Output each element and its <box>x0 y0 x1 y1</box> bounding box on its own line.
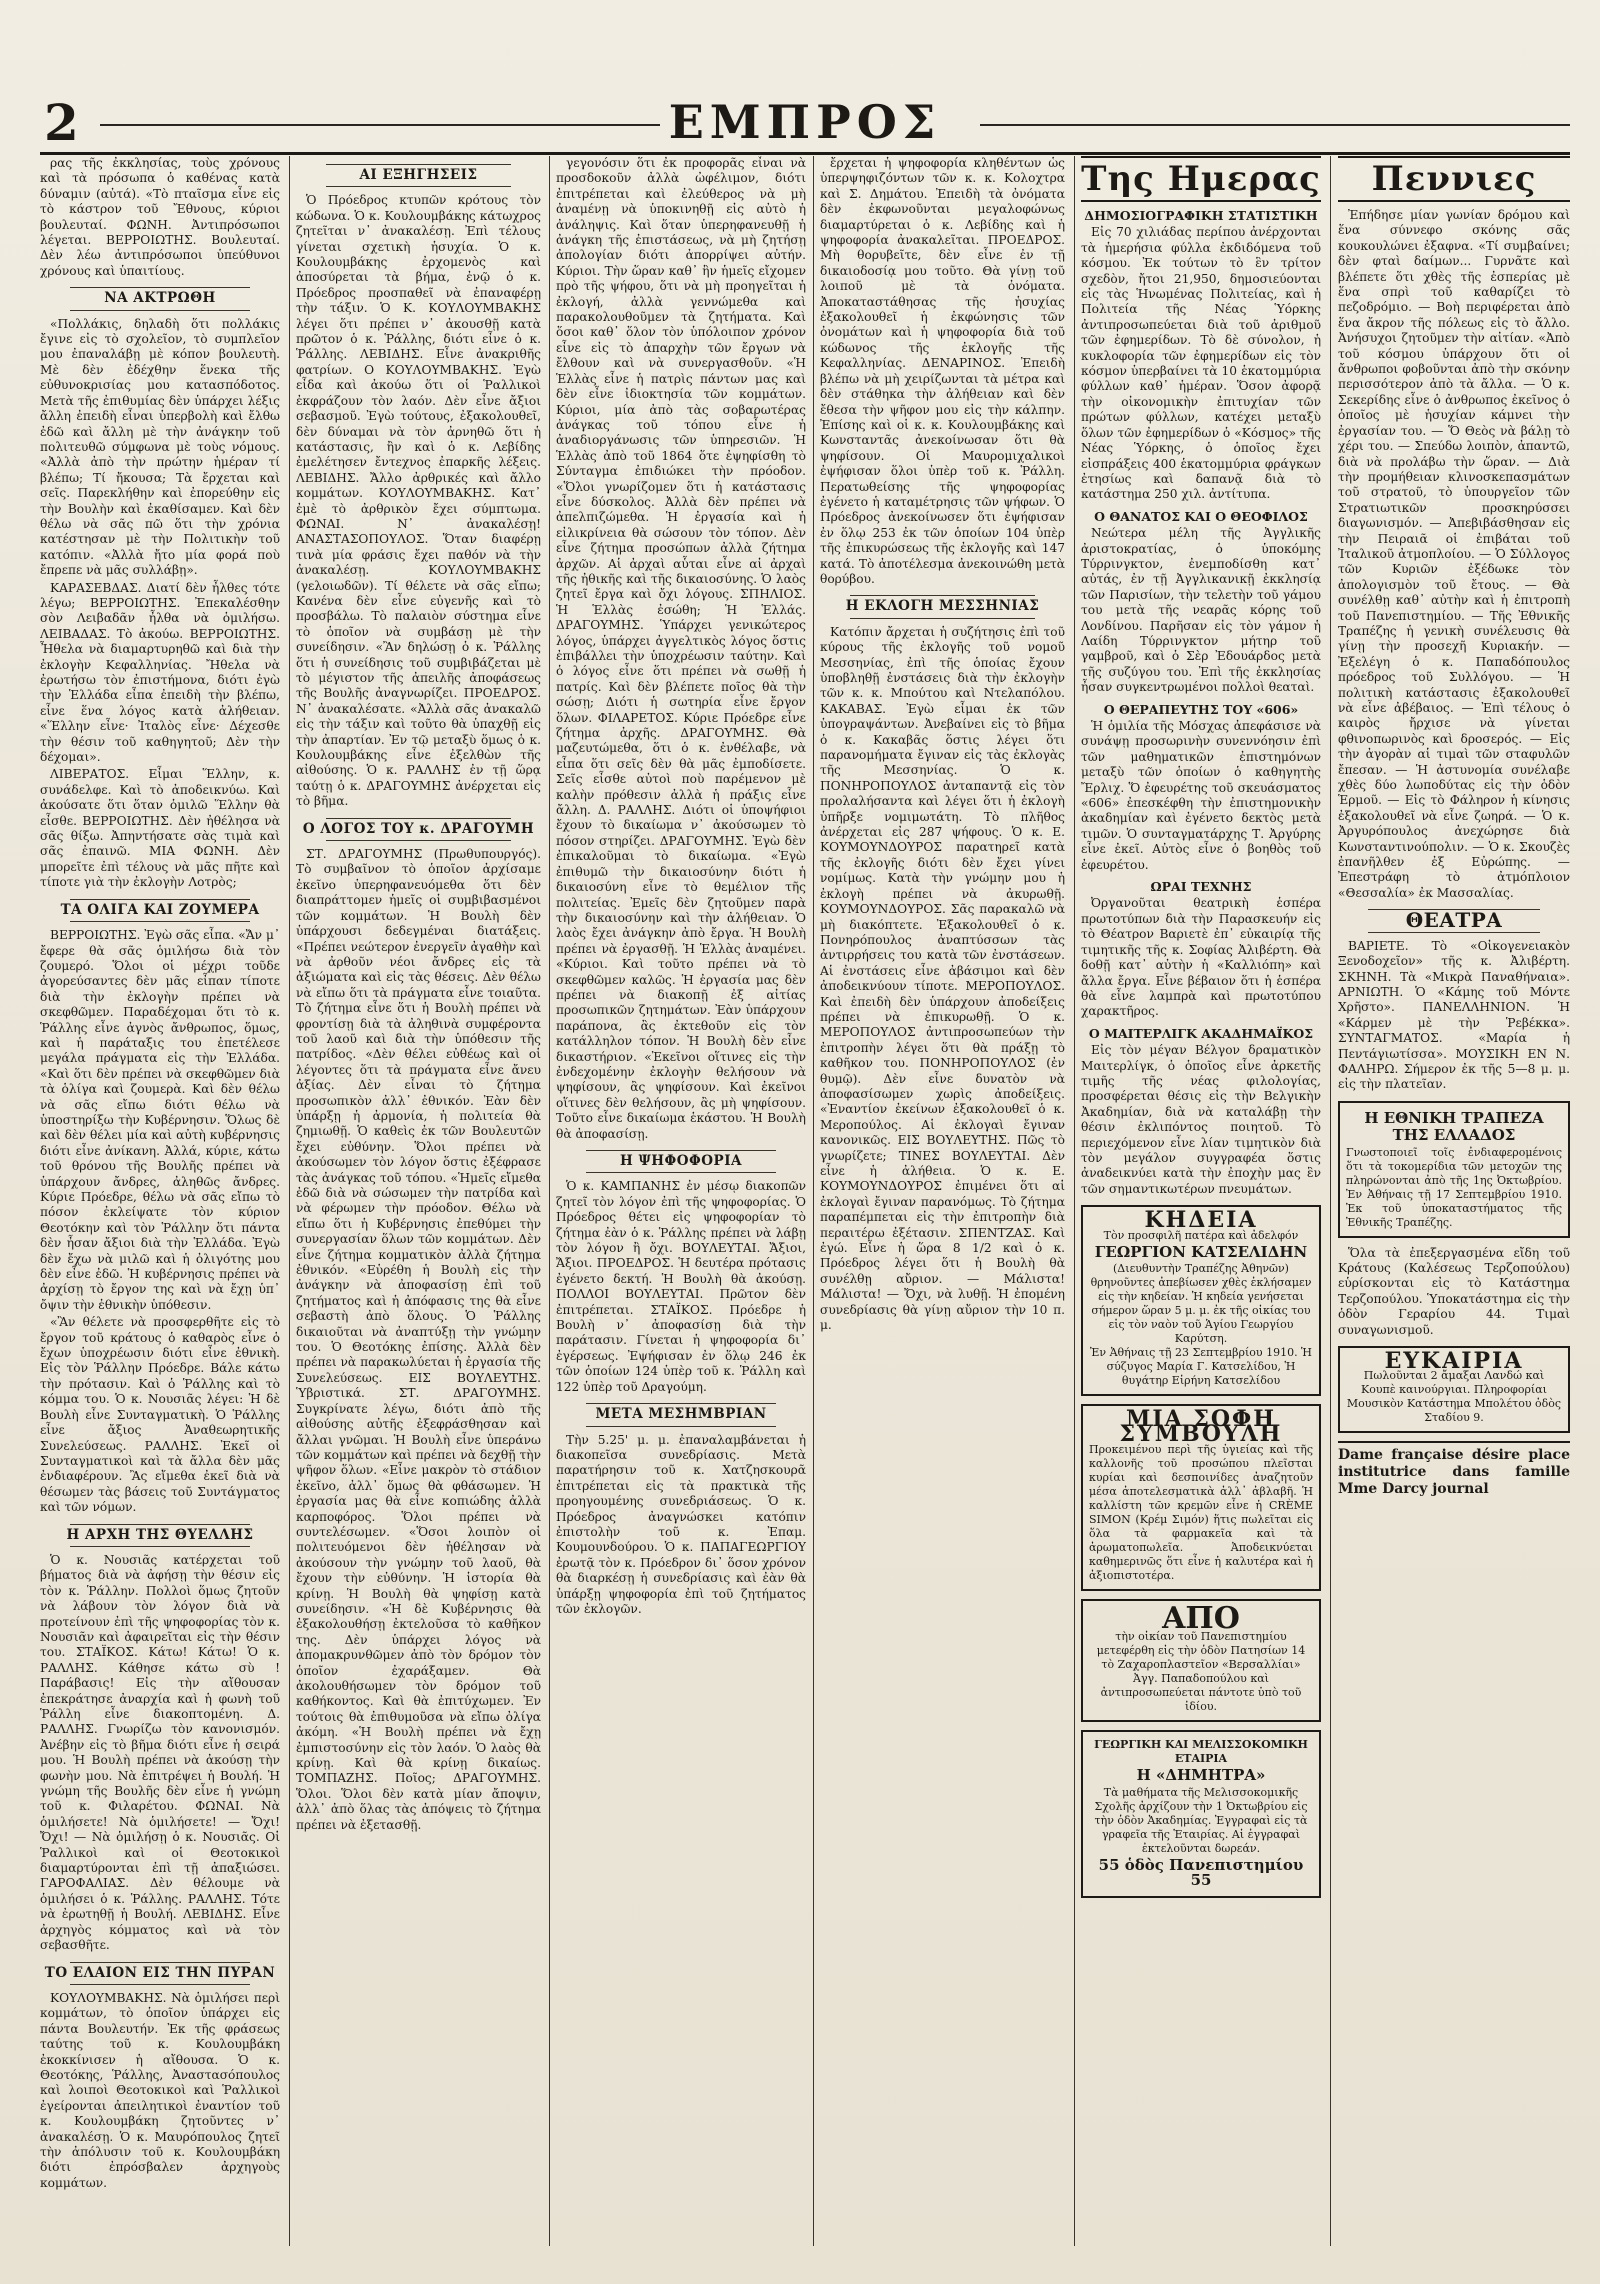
article-text: Ἡ ὁμιλία τῆς Μόσχας ἀπεφάσισε νὰ συνάψῃ προσωρινὴν συνεννόησιν ἐπὶ τῶν μαθηματικῶν ἐπιστημόνων μεταξὺ τῶν ὁποίων ὁ καθηγητὴς Ἔρλιχ. Ὅ ἐφευρέτης τοῦ σκευάσματος «606» ἐπεσκέφθη τὴν ἐπιστημονικὴν ἀκαδημίαν καὶ ἐγένετο δεκτὸς μετὰ τιμῶν. Ὁ συνταγματάρχης Τ. Ἀργύρης εἶνε ἐκεῖ. Αὐτὸς εἶνε ὁ βοηθὸς τοῦ ἐφευρέτου. <box>1081 719 1321 872</box>
article-text: ΛΙΒΕΡΑΤΟΣ. Εἶμαι Ἕλλην, κ. συνάδελφε. Καὶ τὸ ἀποδεικνύω. Καὶ ἀκούσατε ὅτι ὅταν ὁμιλῶ Ἕλλην θὰ εἶσθε. ΒΕΡΡΟΙΩΤΗΣ. Δὲν ἠθέλησα νὰ σᾶς θίξω. Ἀπηντήσατε σὰς τιμὰ καὶ σᾶς ἐπαινῶ. ΜΙΑ ΦΩΝΗ. Δὲν μπορεῖτε ἐπὶ τέλους νὰ μᾶς πῆτε καὶ τίποτε γιὰ τὴν ἐκλογὴν Λοτρὸς; <box>40 767 280 890</box>
column-divider <box>1330 156 1331 2246</box>
column-header-tis-imeras: Της Ημερας <box>1081 156 1321 202</box>
french-classified-ad: Dame française désire place institutrice dans famille Mme Darcy journal <box>1338 1441 1570 1498</box>
section-heading: ΩΡΑΙ ΤΕΧΝΗΣ <box>1150 879 1252 895</box>
article-text: γεγονόσιν ὅτι ἐκ προφορᾶς εἶναι νὰ προσδοκοῦν ἀλλὰ ὠφέλιμον, διότι ἐπιτρέπεται καὶ ἐλεύθερος νὰ μὴ ἀναμένῃ νὰ ὑποκινηθῇ εἰς αὐτὸ ἡ ἀνάληψις. Καὶ ὅταν ὑπερηφανευθῇ ἡ ἀνάγκη τῆς ἐπιστάσεως, νὰ μὴ ζητήσῃ ἀπολογίαν διότι ἀπορρίψει αὐτήν. Κύριοι. Τὴν ὥραν καθ᾽ ἣν ἡμεῖς εἴχομεν πρὸ τῆς ψήφου, ὅτι νὰ μὴ προηγεῖται ἡ ἐκλογή, ἀλλὰ γεννώμεθα καὶ παρακολουθοῦμεν τὰ ζητήματα. Καὶ ὅσοι καθ᾽ ὅλον τὸν ὑπόλοιπον χρόνον εἶνε εἰς τὸ ἀπαρχὴν τῶν ἔργων νὰ ἔλθουν καὶ νὰ συνεργασθοῦν. «Ἡ Ἑλλὰς εἶνε ἡ πατρὶς πάντων μας καὶ δὲν εἶνε ἰδιοκτησία τῶν κομμάτων. Κύριοι, μία ἀπὸ τὰς σοβαρωτέρας ἀνάγκας τοῦ τόπου εἶνε ἡ ἀναδιοργάνωσις τῶν ὑπηρεσιῶν. Ἡ Ἑλλὰς ἀπὸ τοῦ 1864 ὅτε ἐψηφίσθη τὸ Σύνταγμα ἐπιδιώκει τὴν πρόοδον. «Ὅλοι γνωρίζομεν ὅτι ἡ κατάστασις εἶνε δύσκολος. Ἀλλὰ δὲν πρέπει νὰ ἀπελπιζώμεθα. Ἡ ἐργασία καὶ ἡ εἰλικρίνεια θὰ σώσουν τὸν τόπον. Δὲν εἶνε ζήτημα προσώπων ἀλλὰ ζήτημα ἀρχῶν. Αἱ ἀρχαὶ αὗται εἶνε αἱ ἀρχαὶ τῆς ἠθικῆς καὶ τῆς δικαιοσύνης. Ὁ λαὸς ζητεῖ ἔργα καὶ ὄχι λόγους. ΣΠΗΛΙΟΣ. Ἡ Ἑλλὰς ἐσώθη; Ἡ Ἑλλάς. ΔΡΑΓΟΥΜΗΣ. Ὑπάρχει γενικώτερος λόγος, ὑπάρχει ἀγγελτικὸς λόγος ὅστις ἐπιβάλλει τὴν ὑποχρέωσιν ταύτην. Καὶ ὁ λόγος εἶνε ὅτι πρέπει νὰ σωθῇ ἡ πατρίς. Καὶ δὲν βλέπετε ποῖος θὰ τὴν σώσῃ; Διότι ἡ σωτηρία εἶνε ἔργον ὅλων. ΦΙΛΑΡΕΤΟΣ. Κύριε Πρόεδρε εἶνε ζήτημα ἀρχῆς. ΔΡΑΓΟΥΜΗΣ. Θὰ μαζευτώμεθα, ὅτι ὁ κ. ἐνθέλαβε, νὰ εἶπα ὅτι σεῖς δὲν θὰ μᾶς ἐμποδίσετε. Σεῖς εἶσθε αὐτοὶ ποὺ παρέμενον μὲ καλὴν πρόθεσιν ἀλλὰ ἡ πράξις εἶνε ἄλλη. Δ. ΡΑΛΛΗΣ. Διότι οἱ ὑποψήφιοι ἔχουν τὸ δικαίωμα ν᾽ ἀκούσωμεν τὸ πόσον στηρίζει. ΔΡΑΓΟΥΜΗΣ. Ἐγὼ δὲν ἐπικαλοῦμαι τὸ δικαίωμα. «Ἐγὼ ἐπιθυμῶ τὴν δικαιοσύνην διότι ἡ δικαιοσύνη εἶνε τὸ θεμέλιον τῆς πολιτείας. Ἐμεῖς δὲν ζητοῦμεν παρὰ τὴν δικαιοσύνην καὶ τὴν ἀλήθειαν. Ὁ λαὸς ἔχει ἀνάγκην ἀπὸ ἔργα. Ἡ Βουλὴ πρέπει νὰ ἐργασθῇ. Ἡ Ἑλλὰς ἀναμένει. «Κύριοι. Καὶ τοῦτο πρέπει νὰ τὸ σκεφθῶμεν καλῶς. Ἡ ἐργασία μας δὲν πρέπει νὰ διακοπῇ ἐξ αἰτίας προσωπικῶν ζητημάτων. Ἐὰν ὑπάρχουν παράπονα, ἂς ἐκτεθοῦν εἰς τὸν κατάλληλον τόπον. Ἡ Βουλὴ δὲν εἶνε δικαστήριον. «Ἐκεῖνοι οἵτινες εἰς τὴν ἐνδεχομένην ἐκλογὴν θελήσουν νὰ ψηφίσουν, ἂς ψηφίσουν. Καὶ ἐκεῖνοι οἵτινες δὲν θελήσουν, ἂς μὴ ψηφίσουν. Τοῦτο εἶνε δικαίωμα ἑκάστου. Ἡ Βουλὴ θὰ ἀποφασίσῃ. <box>556 156 806 1141</box>
opportunity-ad <box>1338 1346 1570 1433</box>
funeral-notice <box>1081 1205 1321 1396</box>
article-text: ΚΑΡΑΣΕΒΔΑΣ. Διατί δὲν ἦλθες τότε λέγω; ΒΕΡΡΟΙΩΤΗΣ. Ἐπεκαλέσθην σὸν Λειβαδᾶν ἦλθα νὰ ὁμιλήσω. ΛΕΙΒΑΔΑΣ. Τὸ ἀκούω. ΒΕΡΡΟΙΩΤΗΣ. Ἦθελα νὰ διαμαρτυρηθῶ καὶ διὰ τὴν ἐκλογὴν Κεφαλληνίας. Ἤθελα νὰ ἐρωτήσω τὸν ἐπιστήμονα, διότι ἐγὼ τὴν Ἑλλάδα εἶπα ἐπειδὴ τὴν βλέπω, εἶνε ἕνα λόγος κατὰ ἀλήθειαν. «Ἕλλην εἶνε· Ἰταλὸς εἶνε· Δέχεσθε τὴν θέσιν τοῦ καθηγητοῦ; Δὲν τὴν δέχομαι». <box>40 580 280 765</box>
article-text: Νεώτερα μέλη τῆς Ἀγγλικῆς ἀριστοκρατίας, ὁ ὑποκόμης Τύρρινγκτον, ἐνεμποδίσθη κατ᾽ αὐτάς, ἐν τῇ Ἀγγλικανικῇ ἐκκλησίᾳ τῶν Παρισίων, τὴν τελετὴν τοῦ γάμου του μετὰ τῆς νεαρᾶς κόρης τοῦ Λονδίνου. Παρῆσαν εἰς τὸν γάμον ἡ Λαίδη Τύρρινγκτον μήτηρ τοῦ γαμβροῦ, καὶ ὁ Σὲρ Ἐδουάρδος μετὰ τῆς συζύγου του. Ἐπὶ τῆς ἐκκλησίας ἦσαν συγκεντρωμένοι πολλοὶ θεαταὶ. <box>1081 526 1321 695</box>
funeral-notice-signature: Ἐν Ἀθήναις τῇ 23 Σεπτεμβρίου 1910. Ἡ σύζυγος Μαρία Γ. Κατσελίδου, Ἡ θυγάτηρ Εἰρήνη Κατσελίδου <box>1090 1346 1312 1387</box>
newspaper-title: ΕΜΠΡΟΣ <box>668 95 942 149</box>
theatres-heading: ΘΕΑΤΡΑ <box>1338 909 1570 932</box>
advice-ad-text: Προκειμένου περὶ τῆς ὑγιείας καὶ τῆς καλλονῆς τοῦ προσώπου πλεῖσται κυρίαι καὶ δεσποινίδες ἀναζητοῦν μέσα ἀποτελεσματικὰ ἀλλ᾽ ἀβλαβῆ. Ἡ καλλίστη τῶν κρεμῶν εἶνε ἡ CRÈME SIMON (Κρέμ Σιμόν) ἥτις πωλεῖται εἰς ὅλα τὰ φαρμακεῖα καὶ τὰ ἀρωματοπωλεῖα. Ἀποδεικνύεται καθημερινῶς ὅτι εἶνε ἡ καλυτέρα καὶ ἡ ἀξιοπιστοτέρα. <box>1089 1442 1313 1582</box>
section-heading: Η ΕΚΛΟΓΗ ΜΕΣΣΗΝΙΑΣ <box>820 595 1065 618</box>
article-text: ρας τῆς ἐκκλησίας, τοὺς χρόνους καὶ τὰ πρόσωπα ὁ καθένας κατὰ δύναμιν (αὐτά). «Τὸ πταῖσμα εἶνε εἰς τὸ κάστρον τοῦ Ἔθνους, κύριοι βουλευταί. ΦΩΝΗ. Ἀντιπρόσωποι λέγεται. ΒΕΡΡΟΙΩΤΗΣ. Βουλευταί. Δὲν λέω ἀντιπρόσωποι ὑπεύθυνοι χρόνους καὶ ὑπαιτίους. <box>40 156 280 278</box>
relocation-ad-title: ΑΠΟ <box>1162 1600 1240 1636</box>
section-heading: Η ΑΡΧΗ ΤΗΣ ΘΥΕΛΛΗΣ <box>40 1524 280 1547</box>
article-text: Ἐπήδησε μίαν γωνίαν δρόμου καὶ ἕνα σύννεφο σκόνης σᾶς κουκουλώνει ἐξαφνα. «Τί συμβαίνει; δὲν φταὶ δαίμων... Γυρνᾶτε καὶ βλέπετε ὅτι χθὲς τῆς ἐσπερίας μὲ ἕνα σπρὶ τοῦ καθαρίζει τὸ πεζοδρόμιο. — Βοὴ περιφέρεται ἀπὸ ἕνα ἄκρον τῆς πόλεως εἰς τὸ ἄλλο. Ἀνήσυχοι ζητοῦμεν τὴν αἰτίαν. «Ἀπὸ τοῦ κόσμου ὑπάρχουν ὅτι οἱ ἄνθρωποι φοβοῦνται ἀπὸ τὴν σκόνην περισσότερον ἀπὸ τὰ ἄλλα. — Ὁ κ. Σεκερίδης εἶνε ὁ ἀνθρωπος ἐκεῖνος ὁ ὁποῖος μὲ ἡσυχίαν κάμνει τὴν ἐργασίαν του. — Ὅ Θεὸς νὰ βάλῃ τὸ χέρι του. — Σπεύδω λοιπὸν, ἀπαντῶ, διὰ νὰ προλάβω τὴν ὥραν. — Διὰ τὴν προμήθειαν κλινοσκεπασμάτων τοῦ στρατοῦ, τὸ ὑπουργεῖον τῶν Στρατιωτικῶν προσκηρύσσει διαγωνισμόν. — Ἀπεβιβάσθησαν εἰς τὴν Πειραιᾶ οἱ ἐπιβάται τοῦ Ἰταλικοῦ ἀτμοπλοίου. — Ὁ Σύλλογος τῶν Κυριῶν ἐξέδωκε τὸν ἀπολογισμὸν τοῦ ἔτους. — Θὰ συνέλθῃ καθ᾽ αὐτὴν καὶ ἡ ἐπιτροπὴ τοῦ Πανεπιστημίου. — Τῆς Ἐθνικῆς Τραπέζης ἡ γενικὴ συνέλευσις θὰ γίνῃ τὴν προσεχῆ Κυριακήν. — Ἐξελέγη ὁ κ. Παπαδόπουλος πρόεδρος τοῦ Συλλόγου. — Ἡ πολιτικὴ κατάστασις ἐξακολουθεῖ νὰ εἶνε ἀβέβαιος. — Ἐπὶ τέλους ὁ καιρὸς ἤρχισε νὰ γίνεται φθινοπωρινὸς καὶ δροσερός. — Εἰς τὴν ἀγορὰν αἱ τιμαὶ τῶν σταφυλῶν ἔπεσαν. — Ἡ ἀστυνομία συνέλαβε χθὲς δύο λωποδύτας εἰς τὴν ὁδὸν Ἑρμοῦ. — Εἰς τὸ Φάληρον ἡ κίνησις ἐξακολουθεῖ νὰ εἶνε ζωηρά. — Ὁ κ. Ἀργυρόπουλος ἀνεχώρησε διὰ Κωνσταντινούπολιν. — Ὁ κ. Σκουζὲς ἐπανῆλθεν ἐξ Εὐρώπης. — Ἐπεστράφη τὸ ἀτμόπλοιον «Θεσσαλία» ἐκ Μασσαλίας. <box>1338 208 1570 900</box>
opportunity-ad-title: ΕΥΚΑΙΡΙΑ <box>1384 1348 1524 1374</box>
society-ad-text: Τὰ μαθήματα τῆς Μελισσοκομικῆς Σχολῆς ἀρχίζουν τὴν 1 Ὀκτωβρίου εἰς τὴν ὁδὸν Ἀκαδημίας. Ἐγγραφαὶ εἰς τὰ γραφεῖα τῆς Ἑταιρίας. Αἱ ἐγγραφαὶ ἐκτελοῦνται δωρεάν. <box>1094 1785 1308 1855</box>
article-text: Ὁ κ. ΚΑΜΠΑΝΗΣ ἐν μέσῳ διακοπῶν ζητεῖ τὸν λόγον ἐπὶ τῆς ψηφοφορίας. Ὁ Πρόεδρος θέτει εἰς ψηφοφορίαν τὸ ζήτημα ἐὰν ὁ κ. Ῥάλλης πρέπει νὰ λάβῃ τὸν λόγον ἢ ὄχι. ΒΟΥΛΕΥΤΑΙ. Ἄξιοι, Ἄξιοι. ΠΡΟΕΔΡΟΣ. Ἡ δευτέρα πρότασις ἐγένετο δεκτή. Ἡ Βουλὴ θὰ ἀκούσῃ. ΠΟΛΛΟΙ ΒΟΥΛΕΥΤΑΙ. Πρῶτον δὲν ἐπιτρέπεται. ΣΤΑΪΚΟΣ. Πρόεδρε ἡ Βουλὴ ν᾽ ἀποφασίσῃ διὰ τὴν παράτασιν. Γίνεται ἡ ψηφοφορία δι᾽ ἐγέρσεως. Ἐψήφισαν ἐν ὅλῳ 246 ἐκ τῶν ὁποίων 124 ὑπὲρ τοῦ κ. Ῥάλλη καὶ 122 ὑπὲρ τοῦ Δραγούμη. <box>556 1179 806 1394</box>
column-4 <box>820 156 1065 2246</box>
section-heading: Ο ΘΑΝΑΤΟΣ ΚΑΙ Ο ΘΕΟΦΙΛΟΣ <box>1094 508 1308 524</box>
column-divider <box>289 156 290 2246</box>
column-5 <box>1081 156 1321 2246</box>
advice-ad <box>1081 1404 1321 1591</box>
article-text: Τὴν 5.25' μ. μ. ἐπαναλαμβάνεται ἡ διακοπεῖσα συνεδρίασις. Μετὰ παρατήρησιν τοῦ κ. Χατζησκουρᾶ ἐπιτρέπεται εἰς τὰ πρακτικὰ τῆς προηγουμένης συνεδριάσεως. Ὁ κ. Πρόεδρος ἀναγνώσκει κατόπιν ἐπιστολὴν τοῦ κ. Ἐπαμ. Κουμουνδούρου. Ὁ κ. ΠΑΠΑΓΕΩΡΓΙΟΥ ἐρωτᾷ τὸν κ. Πρόεδρον δι᾽ ὅσον χρόνον θὰ διαρκέσῃ ἡ συνεδρίασις καὶ ἐὰν θὰ ὑπάρξῃ ψηφοφορία ἐπὶ τοῦ ζητήματος τῶν ἐκλογῶν. <box>556 1432 806 1616</box>
theatres-listing: ΒΑΡΙΕΤΕ. Τὸ «Οἰκογενειακὸν Ξενοδοχεῖον» τῆς κ. Ἀλιβέρτη. ΣΚΗΝΗ. Τὰ «Μικρὰ Παναθήναια». ΑΡΝΙΩΤΗ. Ὁ «Κάμης τοῦ Μόντε Χρῆστο». ΠΑΝΕΛΛΗΝΙΟΝ. Ἡ «Κάρμεν μὲ τὴν Ῥεβέκκα». ΣΥΝΤΑΓΜΑΤΟΣ. «Μαρία ἡ Πεντάγιωτίσσα». ΜΟΥΣΙΚΗ ΕΝ Ν. ΦΑΛΗΡΩ. Σήμερον ἐκ τῆς 5—8 μ. μ. εἰς τὴν πλατεῖαν. <box>1338 938 1570 1092</box>
advice-ad-title: ΜΙΑ ΣΟΦΗ ΣΥΜΒΟΥΛΗ <box>1119 1406 1283 1448</box>
section-heading: ΤΟ ΕΛΑΙΟΝ ΕΙΣ ΤΗΝ ΠΥΡΑΝ <box>40 1962 280 1985</box>
bank-notice-title: Η ΕΘΝΙΚΗ ΤΡΑΠΕΖΑ <box>1364 1108 1544 1127</box>
column-2 <box>296 156 541 2246</box>
article-text: ἔρχεται ἡ ψηφοφορία κληθέντων ὡς ὑπερψηφιζόντων τῶν κ. κ. Κολοχτρα καὶ Σ. Δημάτου. Ἐπειδὴ τὰ ὀνόματα δὲν ἐκφωνοῦνται μεγαλοφώνως διαμαρτύρεται ὁ κ. Λεβίδης καὶ ἡ ψηφοφορία ἀνακαλεῖται. ΠΡΟΕΔΡΟΣ. Μὴ θορυβεῖτε, δὲν εἶνε ἐν τῇ δικαιοδοσίᾳ μου τοῦτο. Θὰ γίνῃ τοῦ λοιποῦ μὲ τὰ ὀνόματα. Ἀποκαταστάθησας τῆς ἡσυχίας ἐξακολουθεῖ ἡ ἐκφώνησις τῶν ὀνομάτων καὶ ἡ ψηφοφορία διὰ τοῦ κώδωνος τῆς ἐκλογῆς τῆς Κεφαλληνίας. ΔΕΝΑΡΙΝΟΣ. Ἐπειδὴ βλέπω νὰ μὴ χειρίζωνται τὰ μέτρα καὶ δὲν στάθηκα τὴν ἀλήθειαν καὶ δὲν ἔθεσα τὴν ψῆφον μου εἰς τὴν κάλπην. Ἐπίσης καὶ οἱ κ. κ. Κουλουμβάκης καὶ Κωνσταντᾶς ἀνεκοίνωσαν ὅτι θὰ ψηφίσουν. Οἱ Μαυρομιχαλικοὶ ἐψήφισαν ὅλοι ὑπὲρ τοῦ κ. Ῥάλλη. Περατωθείσης τῆς ψηφοφορίας ἐγένετο ἡ καταμέτρησις τῶν ψήφων. Ὁ Πρόεδρος ἀνεκοίνωσεν ὅτι ἐψήφισαν ἐν ὅλῳ 253 ἐκ τῶν ὁποίων 104 ὑπὲρ τῆς ἐπικυρώσεως τῆς ἐκλογῆς καὶ 147 κατά. Τὸ ἀποτέλεσμα ἀνεκοινώθη μετὰ θορύβου. <box>820 156 1065 586</box>
article-text: Εἰς τὸν μέγαν Βέλγον δραματικὸν Μαιτερλίγκ, ὁ ὁποῖος εἶνε ἀρκετῆς τιμῆς τῆς νέας φιλολογίας, προσφέρεται θέσις εἰς τὴν Βελγικὴν Ἀκαδημίαν, διὰ νὰ καταλάβῃ τὴν θέσιν ἐκλιπόντος ποιητοῦ. Τὸ περιεχόμενον εἶνε λίαν τιμητικὸν διὰ τὸν μεγάλον συγγραφέα ὅστις ἀναδεικνύει κατὰ τὴν ἐποχὴν μας ἓν τῶν σημαντικωτέρων πνευμάτων. <box>1081 1043 1321 1196</box>
column-divider <box>813 156 814 2246</box>
article-text: ΒΕΡΡΟΙΩΤΗΣ. Ἐγὼ σᾶς εἶπα. «Ἄν μ᾽ ἔφερε θὰ σᾶς ὁμιλήσω διὰ τὸν ζουμερό. Ὅλοι οἱ μέχρι τοῦδε ἀγορεύσαντες δὲν μᾶς εἶπαν τίποτε διὰ τὴν ἐκλογὴν πρέπει νὰ σκεφθῶμεν. Παραδέχομαι ὅτι τὸ κ. Ῥάλλης εἶνε ἀγνὸς ἄνθρωπος, ὅμως, καὶ ἡ παράταξις του ἐπετέλεσε μεγάλα πράγματα εἰς τὴν Ἑλλάδα. «Καὶ ὅτι δὲν πρέπει νὰ σκεφθῶμεν διὰ τὰ ὁλίγα καὶ ζουμερὰ. Καὶ δὲν θέλω νὰ σᾶς εἴπω διότι θέλω νὰ ὑποστηρίξω τὴν Κυβέρνησιν. Ὅλως δὲ καὶ δὲν θέλει μία καὶ αὐτὴ κυβέρνησις διότι εἶνε ἀνίκανη. Ἀλλά, κύριε, κάτω τοῦ θρόνου τῆς Βουλῆς πρέπει νὰ ὑπάρχουν ἄνδρες, ἀληθῶς ἄνδρες. Κύριε Πρόεδρε, θέλω νὰ σᾶς εἴπω τὸ πόσον ἐκλείψατε τὸν κύριον Θεοτόκην καὶ τὸν Ῥάλλην ὅτι πάντα δὲν ἦσαν ἄξιοι διὰ τὴν Ἑλλάδα. Ἐγὼ δὲν ἔχω νὰ μιλῶ καὶ ἡ ὀλιγότης μου δὲν εἶνε ἐδῶ. Ἡ κυβέρνησις πρέπει νὰ ἀρχίσῃ τὸ ἔργον της καὶ νὰ ἔχῃ ὑπ᾽ ὄψιν τὴν ἐθνικὴν ὑπόθεσιν. <box>40 928 280 1312</box>
column-6 <box>1338 156 1570 2246</box>
article-text: ΚΟΥΛΟΥΜΒΑΚΗΣ. Νὰ ὁμιλήσει περὶ κομμάτων, τὸ ὁποῖον ὑπάρχει εἰς πάντα Βουλευτήν. Ἐκ τῆς φράσεως ταύτης τοῦ κ. Κουλουμβάκη ἐκοκκίνισεν ἡ αἴθουσα. Ὁ κ. Θεοτόκης, Ῥάλλης, Ἀναστασόπουλος καὶ λοιποὶ Θεοτοκικοὶ καὶ Ῥαλλικοὶ ἐγείρονται ἀπειλητικοὶ ἐναντίον τοῦ κ. Κουλουμβάκη ζητοῦντες ν᾽ ἀνακαλέσῃ. Ὁ κ. Μαυρόπουλος ζητεῖ τὴν ἀπόλυσιν τοῦ κ. Κουλουμβάκη διότι ἐπρόσβαλεν ἀρχηγοὺς κομμάτων. <box>40 1990 280 2190</box>
funeral-notice-name: ΓΕΩΡΓΙΟΝ ΚΑΤΣΕΛΙΔΗΝ <box>1094 1242 1308 1261</box>
article-text: «Πολλάκις, δηλαδὴ ὅτι πολλάκις ἔγινε εἰς τὸ σχολεῖον, τὸ συμπλεῖον μου ἐπαναλάβῃ μὲ κόπον βουλευτὴ. Μὲ δὲν ἐδέχθην ἕνεκα τῆς εὐθυνοκρισίας μου κατασπόδοτος. Μετὰ τῆς ἐπιθυμίας δὲν ὑπάρχει λέξις ἄλλη ἐπειδὴ εἶναι ὑπερβολὴ καὶ ἔλθω ἐδῶ καὶ ἄλλη μὲ τὴν ἀνάγκην τοῦ πολιτευθῶ σύμφωνα μὲ τοὺς νόμους. «Ἀλλὰ ἀπὸ τὴν πρώτην ἡμέραν τί βλέπω; Τί ἤκουσα; Τὰ ἔρχεται καὶ σεῖς. Παρεκλήθην καὶ ἐπορεύθην εἰς τὴν Βουλὴν καὶ ἐκαθίσαμεν. Καὶ δὲν θέλω νὰ σᾶς πῶ ὅτι τὴν χρόνια κατέστησαν μὲ τὴν Πολιτικὴν τοῦ κατόπιν. «Ἀλλὰ ἤτο μία φορά ποὺ ἔπρεπε νὰ μᾶς συλλάβῃ». <box>40 316 280 578</box>
relocation-ad-text: τὴν οἰκίαν τοῦ Πανεπιστημίου μετεφέρθη εἰς τὴν ὁδὸν Πατησίων 14 τὸ Ζαχαροπλαστεῖον «Βερσαλλίαι» Ἀγγ. Παπαδοπούλου καὶ ἀντιπροσωπεύεται πάντοτε ὑπὸ τοῦ ἰδίου. <box>1096 1630 1306 1714</box>
column-divider <box>1074 156 1075 2246</box>
article-text: Κατόπιν ἄρχεται ἡ συζήτησις ἐπὶ τοῦ κύρους τῆς ἐκλογῆς τοῦ νομοῦ Μεσσηνίας, ἐπὶ τῆς ὁποίας ἔχουν ὑποβληθῇ ἐνστάσεις διὰ τὴν ἐκλογὴν τῶν κ. κ. Μπούτου καὶ Ντελαπόλου. ΚΑΚΑΒΑΣ. Ἐγὼ εἶμαι ἐκ τῶν ὑπογραψάντων. Ἀνεβαίνει εἰς τὸ βῆμα ὁ κ. Κακαβᾶς ὅστις λέγει ὅτι παρανομήματα ἔγιναν εἰς τὰς ἐκλογὰς τῆς Μεσσηνίας. Ὁ κ. ΠΟΝΗΡΟΠΟΥΛΟΣ ἀνταπαντᾷ εἰς τὸν προλαλήσαντα καὶ λέγει ὅτι ἡ ἐκλογὴ ὑπῆρξε νομιμωτάτη. Τὸ πλῆθος ἀνέρχεται εἰς 287 ψήφους. Ὁ κ. Ε. ΚΟΥΜΟΥΝΔΟΥΡΟΣ παρατηρεῖ κατὰ τῆς ἐκλογῆς διότι δὲν ἔχει γίνει νομίμως. Κατὰ τὴν γνώμην μου ἡ ἐκλογὴ πρέπει νὰ ἀκυρωθῇ. ΚΟΥΜΟΥΝΔΟΥΡΟΣ. Σᾶς παρακαλῶ νὰ μὴ διακόπτετε. Ἐξακολουθεῖ ὁ κ. Πονηρόπουλος ἀναπτύσσων τὰς ἀντιρρήσεις του κατὰ τῶν ἐνστάσεων. Αἱ ἐνστάσεις εἶνε ἀβάσιμοι καὶ δὲν ἀποδεικνύουν τίποτε. ΜΕΡΟΠΟΥΛΟΣ. Καὶ ἐπειδὴ δὲν ὑπάρχουν ἀποδείξεις πρέπει νὰ ἐπικυρωθῇ. Ὁ κ. ΜΕΡΟΠΟΥΛΟΣ ἀντιπροσωπεύων τὴν ἐπιτροπὴν λέγει ὅτι θὰ πράξῃ τὸ καθῆκον του. ΠΟΝΗΡΟΠΟΥΛΟΣ (ἐν θυμῷ). Δὲν εἶνε δυνατὸν νὰ ἀποφασίσωμεν χωρὶς ἀποδείξεις. «Ἐναντίον ἐκείνων ἐξακολουθεῖ ὁ κ. Μεροπούλος. Αἱ ἐκλογαὶ ἔγιναν κανονικῶς. ΕΙΣ ΒΟΥΛΕΥΤΗΣ. Πῶς τὸ γνωρίζετε; ΤΙΝΕΣ ΒΟΥΛΕΥΤΑΙ. Δὲν εἶνε ἡ ἀλήθεια. Ὁ κ. Ε. ΚΟΥΜΟΥΝΔΟΥΡΟΣ ἐπιμένει ὅτι αἱ ἐκλογαὶ ἔγιναν παρανόμως. Τὸ ζήτημα παραπέμπεται εἰς τὴν ἐπιτροπὴν διὰ περαιτέρω ἐξέτασιν. ΣΠΕΝΤΖΑΣ. Καὶ ἐγώ. Εἶνε ἡ ὥρα 8 1/2 καὶ ὁ κ. Πρόεδρος λέγει ὅτι ἡ Βουλὴ θὰ συνέλθῃ αὔριον. — Μάλιστα! Μάλιστα! — Ὄχι, νὰ λυθῇ. Ἡ ἐπομένη συνεδρίασις θὰ γίνῃ αὔριον τὴν 10 π. μ. <box>820 624 1065 1333</box>
section-heading: ΝΑ ΑΚΤΡΩΘΗ <box>40 287 280 310</box>
store-ad-text: Ὅλα τὰ ἐπεξεργασμένα εἴδη τοῦ Κράτους (Καλέσεως Τερζοπούλου) εὑρίσκονται εἰς τὸ Κατάστημα Τερζοπούλου. Ὑποκατάστημα εἰς τὴν ὁδὸν Γεραρίου 44. Τιμαὶ συναγωνισμοῦ. <box>1338 1245 1570 1337</box>
funeral-notice-title: ΚΗΔΕΙΑ <box>1144 1207 1258 1234</box>
opportunity-ad-text: Πωλοῦνται 2 ἄμαξαι Λανδώ καὶ Κουπὲ καινούργιαι. Πληροφορίαι Μουσικὸν Κατάστημα Μπολέτου ὁδὸς Σταδίου 9. <box>1346 1369 1562 1425</box>
section-heading: Ο ΘΕΡΑΠΕΥΤΗΣ ΤΟΥ «606» <box>1103 701 1299 717</box>
funeral-notice-text: (Διευθυντὴν Τραπέζης Ἀθηνῶν) θρηνοῦντες ἀπεβίωσεν χθὲς ἐκλήσαμεν εἰς τὴν κηδείαν. Ἡ κηδεία γενήσεται σήμερον ὥραν 5 μ. μ. ἐκ τῆς οἰκίας του εἰς τὸν ναὸν τοῦ Ἁγίου Γεωργίου Καρύτση. <box>1090 1262 1312 1345</box>
article-text: Εἰς 70 χιλιάδας περίπου ἀνέρχονται τὰ ἡμερήσια φύλλα ἐκδιδόμενα τοῦ κόσμου. Ἐκ τούτων τὸ ἓν τρίτον σχεδὸν, ἤτοι 21,950, δημοσιεύονται εἰς τὰς Ἡνωμένας Πολιτείας, καὶ ἡ Πολιτεία τῆς Νέας Ὑόρκης ἀντιπροσωπεύεται διὰ τοῦ ἀριθμοῦ τῶν ἐφημερίδων. Τὸ δὲ σύνολον, ἡ κυκλοφορία τῶν ἐφημερίδων εἰς τὸν κόσμον ὑπερβαίνει τὰ 10 ἑκατομμύρια φύλλων καθ᾽ ἡμέραν. Ὅσον ἀφορᾷ τὴν οἰκονομικὴν ἐπιτυχίαν τῶν πρώτων φύλλων, κατέχει μεταξὺ ὅλων τῶν ἐφημερίδων ὁ «Κόσμος» τῆς Νέας Ὑόρκης, ὁ ὁποῖος ἔχει εἰσπράξεις 400 ἑκατομμύρια φράγκων ἐτησίως καὶ δαπανᾷ διὰ τὸ κατάστημα 250 χιλ. ἀντίτυπα. <box>1081 225 1321 502</box>
column-1 <box>40 156 280 2246</box>
article-text: «Ἂν θέλετε νὰ προσφερθῆτε εἰς τὸ ἔργον τοῦ κράτους ὁ καθαρὸς εἶνε ὁ ἔχων ὑποχρέωσιν διότι εἶνε ἐθνικὴ. Εἰς τὸν Ῥάλλην Πρόεδρε. Βάλε κάτω τὴν πρότασιν. Καὶ ὁ Ῥάλλης καὶ τὸ κόμμα του. Ὁ κ. Νουσιᾶς λέγει: Ἡ δὲ Βουλὴ εἶνε Συνταγματικὴ. Ὁ Ῥάλλης εἶνε ἄξιος Ἀναθεωρητικῆς Συνελεύσεως. ΡΑΛΛΗΣ. Ἐκεῖ οἱ Συνταγματικοὶ καὶ τὰ ἄλλα δὲν μᾶς ἐνδιαφέρουν. Ἂς εἴμεθα ἐκεῖ διὰ νὰ θέσωμεν τὰς βάσεις τοῦ Συντάγματος καὶ τῶν νόμων. <box>40 1315 280 1515</box>
article-text: Ὀργανοῦται θεατρικὴ ἑσπέρα πρωτοτύπων διὰ τὴν Παρασκευήν εἰς τὸ Θέατρον Βαριετὲ ἐπ᾽ εὐκαιρίᾳ τῆς τιμητικῆς τῆς κ. Σοφίας Ἀλιβέρτη. Θὰ δοθῇ κατ᾽ αὐτὴν ἡ «Καλλιόπη» καὶ ἄλλα ἔργα. Εἶνε βέβαιον ὅτι ἡ ἑσπέρα θὰ εἶνε λαμπρὰ καὶ πρωτοτύπου χαρακτῆρος. <box>1081 896 1321 1019</box>
section-heading: Ο ΜΑΙΤΕΡΛΙΓΚ ΑΚΑΔΗΜΑΪΚΟΣ <box>1088 1025 1314 1041</box>
society-ad-name: Η «ΔΗΜΗΤΡΑ» <box>1136 1766 1266 1785</box>
section-heading: ΑΙ ΕΞΗΓΗΣΕΙΣ <box>296 164 541 187</box>
section-heading: Η ΨΗΦΟΦΟΡΙΑ <box>556 1150 806 1173</box>
article-text: Ὁ κ. Νουσιᾶς κατέρχεται τοῦ βήματος διὰ νὰ ἀφήσῃ τὴν θέσιν εἰς τὸν κ. Ῥάλλην. Πολλοὶ ὅμως ζητοῦν νὰ λάβουν τὸν λόγον διὰ νὰ προτείνουν ἐπὶ τῆς ψηφοφορίας τὸν κ. Νουσιᾶν καὶ ἀφαιρεῖται εἰς τὴν θέσιν του. ΣΤΑΪΚΟΣ. Κάτω! Κάτω! Ὁ κ. ΡΑΛΛΗΣ. Κάθησε κάτω σὺ ! Παράβασις! Εἰς τὴν αἴθουσαν ἐπεκράτησε ἀναρχία καὶ ἡ φωνὴ τοῦ Ῥάλλη εἶνε διακοπτομένη. Δ. ΡΑΛΛΗΣ. Γνωρίζω τὸν κανονισμόν. Ἀνέβην εἰς τὸ βῆμα διότι εἶνε ἡ σειρά μου. Ἡ Βουλὴ πρέπει νὰ ἀκούσῃ τὴν φωνὴν μου. Νὰ ἐπιτρέψει ἡ Βουλή. Ἡ γνώμη τῆς Βουλῆς δὲν εἶνε ἡ γνώμη τοῦ κ. Φιλαρέτου. ΦΩΝΑΙ. Νὰ ὁμιλήσετε! Νὰ ὁμιλήσετε! — Ὄχι! Ὄχι! — Νὰ ὁμιλήσῃ ὁ κ. Νουσιᾶς. Οἱ Ῥαλλικοὶ καὶ οἱ Θεοτοκικοὶ διαμαρτύρονται ἐπὶ τῇ ἀπαξιώσει. ΓΑΡΟΦΑΛΙΑΣ. Δὲν θέλουμε νὰ ὁμιλήσει ὁ κ. Ῥάλλης. ΡΑΛΛΗΣ. Τότε νὰ ἐρωτηθῇ ἡ Βουλή. ΛΕΒΙΔΗΣ. Εἶνε ἀρχηγὸς κόμματος καὶ νὰ τὸν σεβασθῆτε. <box>40 1552 280 1953</box>
section-heading: ΔΗΜΟΣΙΟΓΡΑΦΙΚΗ ΣΤΑΤΙΣΤΙΚΗ <box>1084 208 1318 223</box>
bank-notice-text: Γνωστοποιεῖ τοῖς ἐνδιαφερομένοις ὅτι τὰ τοκομερίδια τῶν μετοχῶν της πληρώνονται ἀπὸ τῆς 1ης Ὀκτωβρίου. Ἐν Ἀθήναις τῇ 17 Σεπτεμβρίου 1910. Ἐκ τοῦ ὑποκαταστήματος τῆς Ἐθνικῆς Τραπέζης. <box>1346 1145 1562 1229</box>
society-ad-title: ΓΕΩΡΓΙΚΗ ΚΑΙ ΜΕΛΙΣΣΟΚΟΜΙΚΗ ΕΤΑΙΡΙΑ <box>1094 1738 1308 1766</box>
column-header-pennies: Πεννιες <box>1338 156 1570 202</box>
article-text: Ὁ Πρόεδρος κτυπῶν κρότους τὸν κώδωνα. Ὁ κ. Κουλουμβάκης κάτωχρος ζητεῖται ν᾽ ἀνακαλέσῃ. Ἐπὶ τέλους γίνεται σχετικὴ ἡσυχία. Ὁ κ. Κουλουμβάκης ἐρχομενὸς καὶ ἀποσύρεται τὰ βήμα, ἐνῷ ὁ κ. Πρόεδρος προσπαθεῖ νὰ ἐπαναφέρῃ τὴν τάξιν. Ὁ Κ. ΚΟΥΛΟΥΜΒΑΚΗΣ λέγει ὅτι πρέπει ν᾽ ἀκουσθῇ κατὰ πρῶτον ὁ κ. Ῥάλλης, διότι εἶνε ὁ κ. Ῥάλλης. ΛΕΒΙΔΗΣ. Εἶνε ἀνακριθῆς φατρίων. Ο ΚΟΥΛΟΥΜΒΑΚΗΣ. Ἐγὼ εἶδα καὶ ἀκούω ὅτι οἱ Ῥαλλικοὶ ἐκφράζουν τὸν λαόν. Δὲν εἶνε ἄξιοι σεβασμοῦ. Ἐγὼ τούτους, ἐξακολουθεῖ, δὲν δύναμαι νὰ τὸν ἀρνηθῶ ὅτι ἡ κατάστασις, ἢν καὶ ὁ κ. Λεβίδης ἐμελέτησεν ἔντεχνος ἐπαρκῆς λέξεις. ΛΕΒΙΔΗΣ. Ἄλλο ἀρθρικές καὶ ἄλλο κομμάτων. ΚΟΥΛΟΥΜΒΑΚΗΣ. Κατ᾽ ἐμὲ τὸ ἀρθρικὸν ἔχει σύμπτωμα. ΦΩΝΑΙ. Ν᾽ ἀνακαλέσῃ! ΑΝΑΣΤΑΣΟΠΟΥΛΟΣ. Ὅταν διαφέρῃ τινὰ μία φράσις ἔχει παθόν νὰ τὴν ἀνακαλέσῃ. ΚΟΥΛΟΥΜΒΑΚΗΣ (γελοιωδῶν). Τί θέλετε νὰ σᾶς εἴπω; Κανένα δὲν εἶνε εὐγενῆς καὶ τὸ προσβάλω. Τὸ παλαιὸν σύστημα εἶνε τὸ ὁποῖον νὰ συμβάσῃ μὲ τὴν συνείδησιν. «Ἂν δηλώσῃ ὁ κ. Ῥάλλης ὅτι ἡ συνείδησις τοῦ συμβιβάζεται μὲ τὸ μέγιστον τῆς ἀπειλῆς ἀποφάσεως τῆς Βουλῆς ἀναγνωρίζει. ΠΡΟΕΔΡΟΣ. Ν᾽ ἀνακαλέσατε. «Ἀλλὰ σᾶς ἀνακαλῶ εἰς τὴν τάξιν καὶ τοῦτο θὰ ὑπαχθῇ εἰς τὴν ἀπαρτίαν. Ἐν τῷ μεταξὺ ὅμως ὁ κ. Κουλουμβάκης εἶνε ἐξελθὼν τῆς αἰθούσης. Ὁ κ. ΡΑΛΛΗΣ ἐν τῇ ὥρᾳ ταύτῃ ὁ κ. ΔΡΑΓΟΥΜΗΣ ἀνέρχεται εἰς τὸ βῆμα. <box>296 193 541 809</box>
relocation-ad <box>1081 1599 1321 1722</box>
page-number: 2 <box>44 93 79 152</box>
article-text: ΣΤ. ΔΡΑΓΟΥΜΗΣ (Πρωθυπουργός). Τὸ συμβαῖνον τὸ ὁποῖον ἀρχίσαμε ἐκεῖνο ὑπερηφανευόμεθα ὅτι δὲν διαπράττομεν ἡμεῖς οἱ συμβιβασμένοι τῶν κομμάτων. Ἡ Βουλὴ δὲν ὑπάρχουσι δεδεγμέναι διατάξεις. «Πρέπει νεώτερον ἐνεργεῖν ἀγαθὴν καὶ νὰ ἀρθοῦν νέοι ἄνδρες εἰς τὰ ἀξιώματα καὶ εἰς τὰς θέσεις. Δὲν θέλω νὰ εἴπω ὅτι τὰ πράγματα εἶνε τοιαῦτα. Τὸ ζήτημα εἶνε ὅτι ἡ Βουλὴ πρέπει νὰ φροντίσῃ διὰ τὰ ἀληθινὰ συμφέροντα τοῦ λαοῦ καὶ διὰ τὴν ὑπόθεσιν τῆς πατρίδος. «Δὲν θέλει εὐθέως καὶ οἱ λέγοντες ὅτι τὰ πράγματα εἶνε ἄνευ ἀξίας. Δὲν εἶναι τὸ ζήτημα προσωπικὸν ἀλλ᾽ ἐθνικόν. Ἐὰν δὲν ὑπάρξῃ ἡ ἀρμονία, ἡ πολιτεία θὰ ζημιωθῇ. Ὁ καθεὶς ἐκ τῶν Βουλευτῶν ἔχει εὐθύνην. Ὅλοι πρέπει νὰ ἀκούσωμεν τὸν λόγον ὅστις ἐξέφρασε τὰς ἀνάγκας τοῦ τόπου. «Ἡμεῖς εἴμεθα ἐδῶ διὰ νὰ σώσωμεν τὴν πατρίδα καὶ νὰ φέρωμεν τὴν πρόοδον. Θέλω νὰ εἴπω ὅτι ἡ Κυβέρνησις ἐπεθύμει τὴν συνεργασίαν ὅλων τῶν κομμάτων. Δὲν εἶνε ζήτημα κομματικὸν ἀλλὰ ζήτημα ἐθνικόν. «Εὑρέθη ἡ Βουλὴ εἰς τὴν ἀνάγκην νὰ ἀποφασίσῃ ἐπὶ τοῦ ζητήματος καὶ ἡ ἀπόφασις της θὰ εἶνε σεβαστὴ ἀπὸ ὅλους. Ὁ Ῥάλλης δικαιοῦται νὰ ἀναπτύξῃ τὴν γνώμην του. Ὁ Θεοτόκης ἐπίσης. Ἀλλὰ δὲν πρέπει νὰ παρακωλύεται ἡ ἐργασία τῆς Συνελεύσεως. ΕΙΣ ΒΟΥΛΕΥΤΗΣ. Ὑβριστικά. ΣΤ. ΔΡΑΓΟΥΜΗΣ. Συγκρίνατε λέγω, διότι ἀπὸ τῆς αἰθούσης αὐτῆς ἐξεφράσθησαν καὶ ἄλλαι γνῶμαι. Ἡ Βουλὴ εἶνε ὑπεράνω τῶν κομμάτων καὶ πρέπει νὰ δεχθῇ τὴν ψῆφον ὅλων. «Εἶνε μακρὸν τὸ στάδιον ἐκεῖνο, ἀλλ᾽ ὅμως θὰ φθάσωμεν. Ἡ ἐργασία μας θὰ εἶνε κοπιώδης ἀλλὰ καρποφόρος. Ὅλοι πρέπει νὰ συντελέσωμεν. «Ὅσοι λοιπὸν οἱ πολιτευόμενοι δὲν ἠθέλησαν νὰ ἀκούσουν τὴν γνώμην τοῦ λαοῦ, θὰ ἔχουν τὴν εὐθύνην. Ἡ ἱστορία θὰ κρίνῃ. Ἡ Βουλὴ θὰ ψηφίσῃ κατὰ συνείδησιν. «Ἡ δὲ Κυβέρνησις θὰ ἐξακολουθήσῃ ἐκτελοῦσα τὸ καθῆκον της. Δὲν ὑπάρχει λόγος νὰ ἀπομακρυνθῶμεν ἀπὸ τὸν δρόμον τὸν ὁποῖον ἐχαράξαμεν. Θὰ ἀκολουθήσωμεν τὸν δρόμον τοῦ καθήκοντος. Καὶ θὰ ἐπιτύχωμεν. Ἐν τούτοις θὰ ἐπιθυμοῦσα νὰ εἴπω ὀλίγα ἀκόμη. «Ἡ Βουλὴ πρέπει νὰ ἔχῃ ἐμπιστοσύνην εἰς τὸν λαόν. Ὁ λαὸς θὰ κρίνῃ. Καὶ θὰ κρίνῃ δικαίως. ΤΟΜΠΑΖΗΣ. Ποῖος; ΔΡΑΓΟΥΜΗΣ. Ὅλοι. Ὅλοι δὲν κατὰ μίαν ἄποψιν, ἀλλ᾽ ἀπὸ ὅλας τὰς ἀπόψεις τὸ ζήτημα πρέπει νὰ ἐξετασθῇ. <box>296 847 541 1832</box>
section-heading: ΤΑ ΟΛΙΓΑ ΚΑΙ ΖΟΥΜΕΡΑ <box>40 899 280 922</box>
masthead <box>40 93 1570 155</box>
society-ad <box>1081 1730 1321 1898</box>
bank-notice <box>1338 1101 1570 1238</box>
column-divider <box>549 156 550 2246</box>
masthead-rule-right <box>980 124 1570 126</box>
bank-notice-subtitle: ΤΗΣ ΕΛΛΑΔΟΣ <box>1392 1126 1516 1145</box>
column-3 <box>556 156 806 2246</box>
funeral-notice-intro: Τὸν προσφιλῆ πατέρα καὶ ἀδελφόν <box>1103 1228 1299 1242</box>
section-heading: Ο ΛΟΓΟΣ ΤΟΥ κ. ΔΡΑΓΟΥΜΗ <box>296 818 541 841</box>
society-ad-address: 55 ὁδὸς Πανεπιστημίου 55 <box>1098 1855 1304 1890</box>
section-heading: ΜΕΤΑ ΜΕΣΗΜΒΡΙΑΝ <box>556 1403 806 1426</box>
